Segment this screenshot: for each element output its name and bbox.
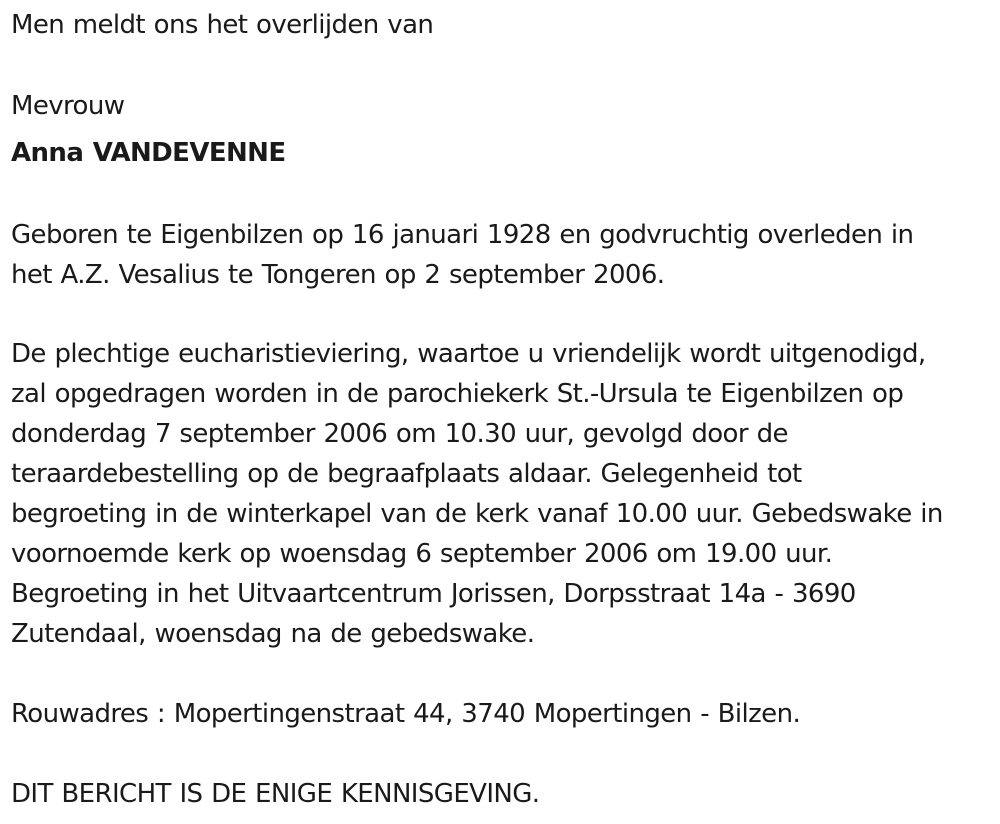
paragraph-line: donderdag 7 september 2006 om 10.30 uur, gevolgd door de <box>11 419 788 449</box>
paragraph-line: voornoemde kerk op woensdag 6 september 2006 om 19.00 uur. <box>11 539 833 569</box>
paragraph-line: zal opgedragen worden in de parochiekerk St.-Ursula te Eigenbilzen op <box>11 379 904 409</box>
title-prefix: Mevrouw <box>11 91 125 121</box>
deceased-name: Anna VANDEVENNE <box>11 138 286 168</box>
intro-text: Men meldt ons het overlijden van <box>11 10 434 40</box>
paragraph-line: Geboren te Eigenbilzen op 16 januari 1928 en godvruchtig overleden in <box>11 220 914 250</box>
paragraph-line: De plechtige eucharistieviering, waartoe u vriendelijk wordt uitgenodigd, <box>11 339 926 369</box>
paragraph-line: het A.Z. Vesalius te Tongeren op 2 september 2006. <box>11 260 665 290</box>
paragraph-line: begroeting in de winterkapel van de kerk vanaf 10.00 uur. Gebedswake in <box>11 499 943 529</box>
paragraph-line: Begroeting in het Uitvaartcentrum Jorissen, Dorpsstraat 14a - 3690 <box>11 579 856 609</box>
paragraph-line: Zutendaal, woensdag na de gebedswake. <box>11 619 535 649</box>
birth-death-paragraph <box>11 215 996 295</box>
paragraph-line: teraardebestelling op de begraafplaats aldaar. Gelegenheid tot <box>11 459 802 489</box>
notice-text: DIT BERICHT IS DE ENIGE KENNISGEVING. <box>11 779 540 809</box>
mourning-address: Rouwadres : Mopertingenstraat 44, 3740 Mopertingen - Bilzen. <box>11 699 801 729</box>
ceremony-paragraph <box>11 334 996 654</box>
